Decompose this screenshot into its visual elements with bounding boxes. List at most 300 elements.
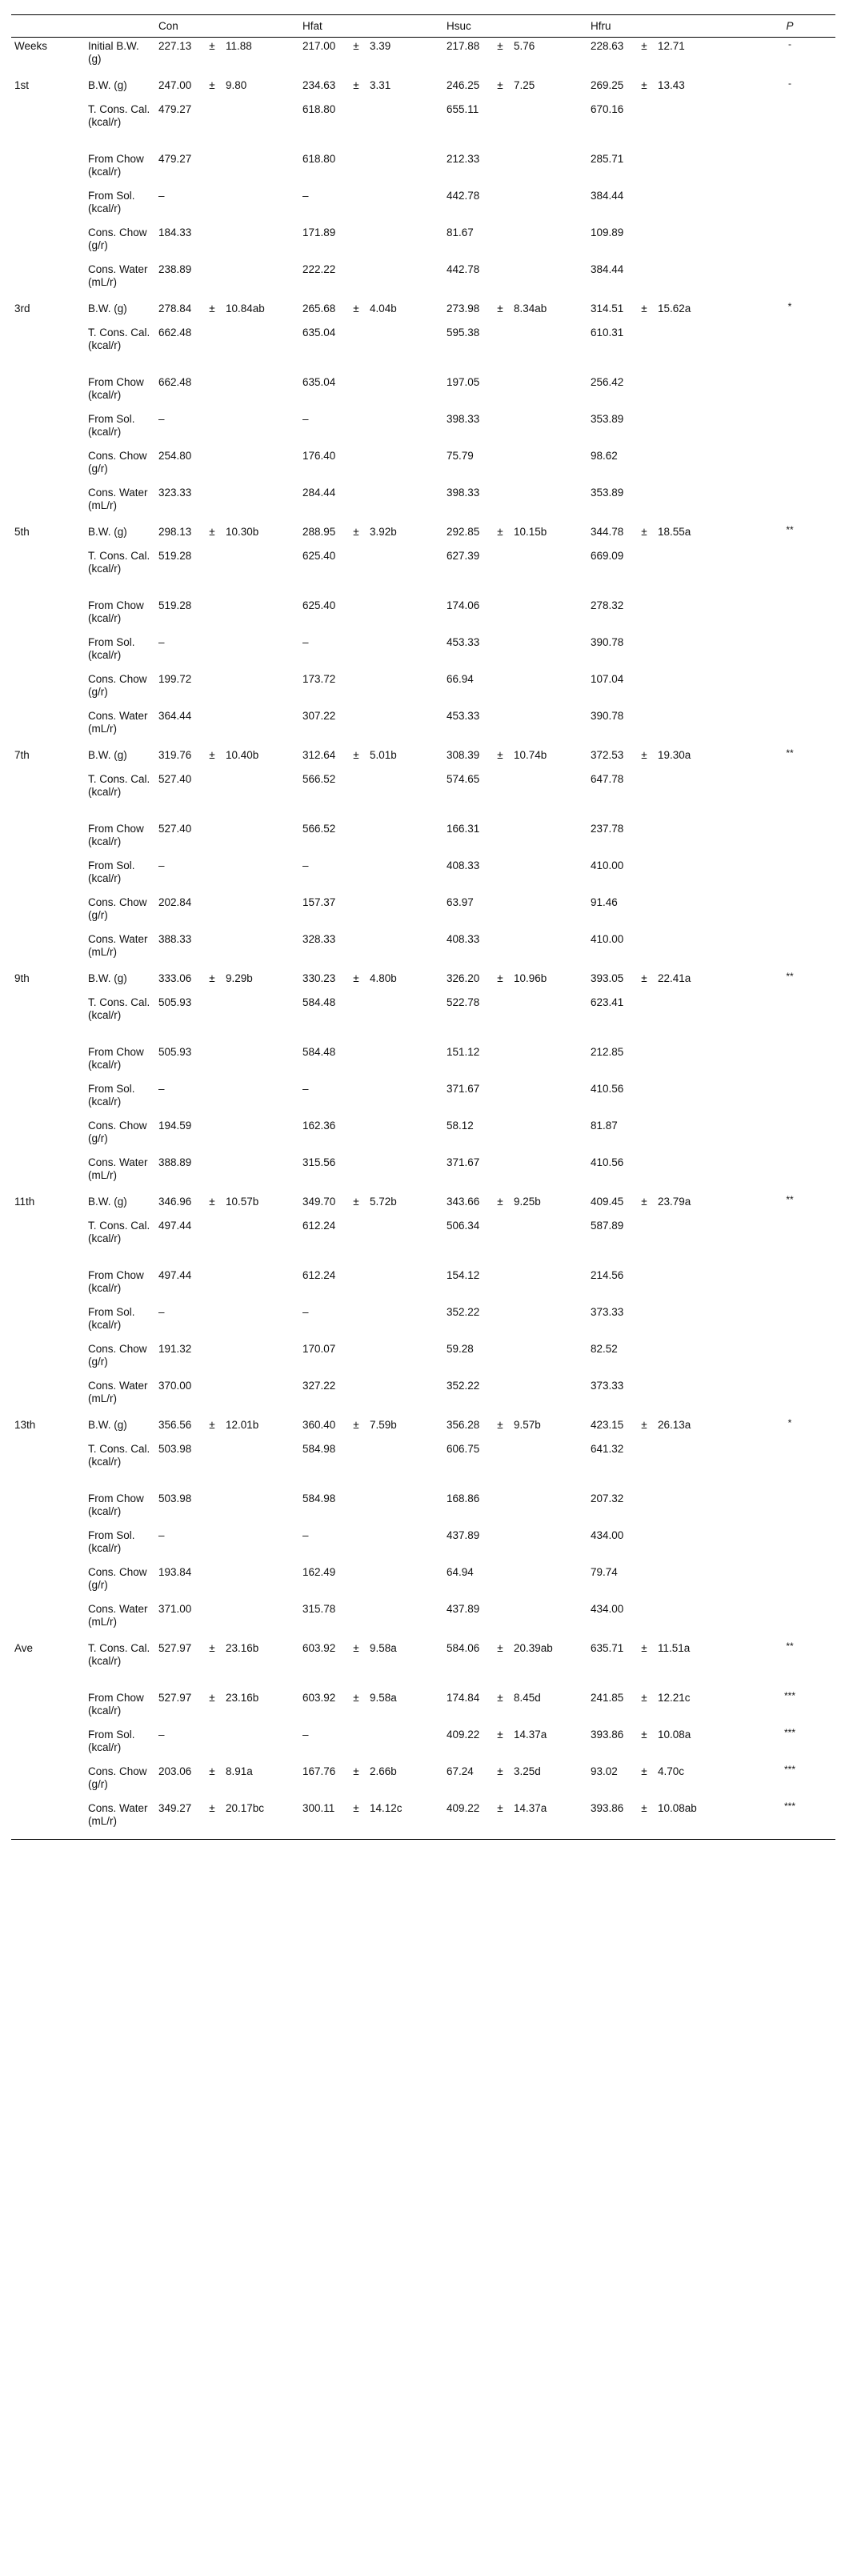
sd-value bbox=[366, 374, 443, 411]
variable-label: From Sol. (kcal/r) bbox=[88, 636, 135, 661]
mean-value: 662.48 bbox=[158, 376, 192, 388]
mean-value: 410.56 bbox=[591, 1083, 624, 1095]
plus-minus-sign bbox=[634, 447, 655, 484]
plus-minus-sign bbox=[634, 484, 655, 523]
p-value-cell bbox=[744, 1217, 835, 1267]
plus-minus-sign: ± bbox=[497, 40, 503, 52]
plus-minus-sign bbox=[634, 597, 655, 634]
variable-label: B.W. (g) bbox=[88, 972, 127, 984]
plus-minus-sign: ± bbox=[641, 79, 647, 91]
week-cell bbox=[11, 1340, 85, 1377]
sd-value: 5.01b bbox=[370, 749, 397, 761]
plus-minus-sign bbox=[490, 1490, 511, 1527]
p-value-cell bbox=[744, 1689, 835, 1726]
table-row bbox=[11, 994, 835, 1044]
sd-value bbox=[511, 597, 587, 634]
plus-minus-sign bbox=[490, 261, 511, 300]
mean-value: 191.32 bbox=[158, 1343, 192, 1355]
mean-value: 292.85 bbox=[447, 526, 480, 538]
plus-minus-sign bbox=[490, 634, 511, 671]
week-cell bbox=[11, 101, 85, 150]
p-value-cell bbox=[744, 261, 835, 300]
plus-minus-sign: ± bbox=[641, 1196, 647, 1208]
sd-value: 26.13a bbox=[658, 1419, 691, 1431]
table-row bbox=[11, 523, 835, 547]
sd-value: 10.40b bbox=[226, 749, 259, 761]
plus-minus-sign bbox=[202, 1527, 222, 1564]
mean-value: 349.70 bbox=[302, 1196, 336, 1208]
p-value-cell bbox=[744, 300, 835, 324]
variable-label: Cons. Chow (g/r) bbox=[88, 673, 147, 698]
mean-value: 442.78 bbox=[447, 190, 480, 202]
variable-label: T. Cons. Cal. (kcal/r) bbox=[88, 1220, 150, 1244]
variable-label: Cons. Chow (g/r) bbox=[88, 1343, 147, 1368]
plus-minus-sign bbox=[346, 671, 366, 707]
sd-value bbox=[655, 1044, 744, 1080]
sd-value bbox=[366, 1726, 443, 1763]
plus-minus-sign bbox=[346, 224, 366, 261]
p-value-cell bbox=[744, 187, 835, 224]
plus-minus-sign bbox=[490, 150, 511, 187]
plus-minus-sign bbox=[346, 1527, 366, 1564]
mean-value: 390.78 bbox=[591, 636, 624, 648]
mean-value: – bbox=[302, 636, 309, 648]
plus-minus-sign bbox=[490, 411, 511, 447]
p-value-cell bbox=[744, 1267, 835, 1304]
header-p: P bbox=[786, 19, 794, 32]
table-row bbox=[11, 1763, 835, 1800]
mean-value: 584.98 bbox=[302, 1492, 336, 1504]
mean-value: 527.97 bbox=[158, 1692, 192, 1704]
sd-value bbox=[655, 374, 744, 411]
plus-minus-sign bbox=[346, 324, 366, 374]
plus-minus-sign bbox=[202, 771, 222, 820]
plus-minus-sign bbox=[490, 857, 511, 894]
p-value-cell bbox=[744, 747, 835, 771]
table-row bbox=[11, 634, 835, 671]
plus-minus-sign bbox=[202, 894, 222, 931]
week-cell bbox=[11, 634, 85, 671]
p-value-cell bbox=[744, 77, 835, 101]
sd-value bbox=[655, 1304, 744, 1340]
week-cell bbox=[11, 1527, 85, 1564]
sd-value bbox=[655, 1154, 744, 1193]
sd-value bbox=[655, 634, 744, 671]
plus-minus-sign bbox=[634, 1080, 655, 1117]
week-cell bbox=[11, 1217, 85, 1267]
variable-label: B.W. (g) bbox=[88, 79, 127, 91]
plus-minus-sign bbox=[490, 931, 511, 970]
plus-minus-sign bbox=[490, 1267, 511, 1304]
plus-minus-sign bbox=[490, 1440, 511, 1490]
sd-value bbox=[222, 1490, 299, 1527]
plus-minus-sign bbox=[346, 261, 366, 300]
p-value-cell bbox=[744, 1763, 835, 1800]
plus-minus-sign: ± bbox=[209, 526, 215, 538]
sd-value: 4.04b bbox=[370, 302, 397, 314]
sd-value bbox=[366, 857, 443, 894]
sd-value: 15.62a bbox=[658, 302, 691, 314]
p-value-cell bbox=[744, 771, 835, 820]
plus-minus-sign bbox=[490, 1527, 511, 1564]
table-row bbox=[11, 1340, 835, 1377]
sd-value bbox=[366, 1490, 443, 1527]
plus-minus-sign bbox=[346, 1490, 366, 1527]
week-cell bbox=[11, 671, 85, 707]
mean-value: 228.63 bbox=[591, 40, 624, 52]
sd-value bbox=[222, 771, 299, 820]
plus-minus-sign bbox=[634, 547, 655, 597]
p-value-cell bbox=[744, 324, 835, 374]
sd-value bbox=[366, 1154, 443, 1193]
p-value: *** bbox=[783, 1764, 795, 1775]
p-value: *** bbox=[783, 1727, 795, 1738]
table-row bbox=[11, 931, 835, 970]
plus-minus-sign: ± bbox=[209, 972, 215, 984]
table-row bbox=[11, 1304, 835, 1340]
mean-value: 162.36 bbox=[302, 1120, 336, 1132]
plus-minus-sign bbox=[202, 447, 222, 484]
sd-value bbox=[222, 634, 299, 671]
mean-value: 479.27 bbox=[158, 103, 192, 115]
mean-value: 154.12 bbox=[447, 1269, 480, 1281]
sd-value bbox=[655, 931, 744, 970]
week-cell bbox=[11, 1154, 85, 1193]
sd-value: 4.80b bbox=[370, 972, 397, 984]
p-value-cell bbox=[744, 597, 835, 634]
variable-label: T. Cons. Cal. (kcal/r) bbox=[88, 327, 150, 351]
mean-value: 166.31 bbox=[447, 823, 480, 835]
table-row bbox=[11, 150, 835, 187]
plus-minus-sign: ± bbox=[641, 40, 647, 52]
table-row bbox=[11, 484, 835, 523]
plus-minus-sign: ± bbox=[209, 1802, 215, 1814]
mean-value: 82.52 bbox=[591, 1343, 618, 1355]
sd-value bbox=[655, 1440, 744, 1490]
mean-value: 151.12 bbox=[447, 1046, 480, 1058]
plus-minus-sign bbox=[202, 931, 222, 970]
sd-value bbox=[222, 324, 299, 374]
week-cell bbox=[11, 1763, 85, 1800]
p-value-cell bbox=[744, 547, 835, 597]
p-value: *** bbox=[783, 1801, 795, 1812]
mean-value: 328.33 bbox=[302, 933, 336, 945]
table-row bbox=[11, 1154, 835, 1193]
mean-value: 63.97 bbox=[447, 896, 474, 908]
sd-value bbox=[366, 1377, 443, 1416]
plus-minus-sign: ± bbox=[353, 1802, 359, 1814]
sd-value bbox=[655, 994, 744, 1044]
sd-value bbox=[511, 707, 587, 747]
p-value-cell bbox=[744, 970, 835, 994]
sd-value bbox=[511, 1044, 587, 1080]
mean-value: 635.71 bbox=[591, 1642, 624, 1654]
sd-value bbox=[222, 1080, 299, 1117]
week-cell: 7th bbox=[14, 749, 30, 761]
mean-value: – bbox=[302, 859, 309, 871]
plus-minus-sign: ± bbox=[353, 40, 359, 52]
plus-minus-sign bbox=[490, 101, 511, 150]
plus-minus-sign bbox=[490, 771, 511, 820]
sd-value bbox=[655, 857, 744, 894]
plus-minus-sign: ± bbox=[209, 40, 215, 52]
sd-value: 3.39 bbox=[370, 40, 391, 52]
sd-value bbox=[222, 187, 299, 224]
plus-minus-sign bbox=[202, 597, 222, 634]
sd-value: 7.25 bbox=[514, 79, 535, 91]
mean-value: – bbox=[158, 1306, 165, 1318]
table-row bbox=[11, 1267, 835, 1304]
sd-value bbox=[222, 1154, 299, 1193]
mean-value: 584.48 bbox=[302, 1046, 336, 1058]
mean-value: 247.00 bbox=[158, 79, 192, 91]
mean-value: 241.85 bbox=[591, 1692, 624, 1704]
mean-value: 497.44 bbox=[158, 1220, 192, 1232]
sd-value bbox=[366, 261, 443, 300]
plus-minus-sign bbox=[202, 224, 222, 261]
mean-value: 66.94 bbox=[447, 673, 474, 685]
plus-minus-sign bbox=[202, 1304, 222, 1340]
sd-value: 3.31 bbox=[370, 79, 391, 91]
mean-value: 623.41 bbox=[591, 996, 624, 1008]
plus-minus-sign bbox=[490, 547, 511, 597]
mean-value: 298.13 bbox=[158, 526, 192, 538]
plus-minus-sign bbox=[346, 894, 366, 931]
sd-value bbox=[366, 224, 443, 261]
plus-minus-sign bbox=[634, 411, 655, 447]
p-value-cell bbox=[744, 374, 835, 411]
plus-minus-sign bbox=[202, 634, 222, 671]
plus-minus-sign bbox=[202, 1564, 222, 1600]
p-value-cell bbox=[744, 820, 835, 857]
plus-minus-sign bbox=[202, 150, 222, 187]
mean-value: 217.00 bbox=[302, 40, 336, 52]
plus-minus-sign bbox=[490, 1117, 511, 1154]
sd-value bbox=[366, 1527, 443, 1564]
mean-value: 669.09 bbox=[591, 550, 624, 562]
plus-minus-sign bbox=[490, 1304, 511, 1340]
mean-value: 64.94 bbox=[447, 1566, 474, 1578]
mean-value: 285.71 bbox=[591, 153, 624, 165]
p-value: - bbox=[788, 78, 791, 89]
sd-value bbox=[222, 931, 299, 970]
variable-label: Cons. Water (mL/r) bbox=[88, 1802, 148, 1827]
sd-value bbox=[655, 547, 744, 597]
variable-label: From Chow (kcal/r) bbox=[88, 376, 144, 401]
mean-value: 314.51 bbox=[591, 302, 624, 314]
sd-value: 13.43 bbox=[658, 79, 685, 91]
sd-value bbox=[511, 1154, 587, 1193]
mean-value: 371.67 bbox=[447, 1083, 480, 1095]
table-row bbox=[11, 1490, 835, 1527]
sd-value bbox=[655, 1117, 744, 1154]
mean-value: – bbox=[302, 413, 309, 425]
table-body bbox=[11, 38, 835, 1840]
sd-value bbox=[366, 707, 443, 747]
mean-value: 519.28 bbox=[158, 599, 192, 611]
sd-value bbox=[511, 1440, 587, 1490]
p-value-cell bbox=[744, 1600, 835, 1640]
plus-minus-sign bbox=[634, 857, 655, 894]
sd-value bbox=[366, 1304, 443, 1340]
mean-value: 388.89 bbox=[158, 1156, 192, 1168]
week-cell bbox=[11, 857, 85, 894]
table-row bbox=[11, 1377, 835, 1416]
week-cell bbox=[11, 771, 85, 820]
plus-minus-sign: ± bbox=[497, 1419, 503, 1431]
mean-value: 352.22 bbox=[447, 1306, 480, 1318]
sd-value: 11.51a bbox=[658, 1642, 691, 1654]
plus-minus-sign: ± bbox=[641, 1802, 647, 1814]
mean-value: 584.98 bbox=[302, 1443, 336, 1455]
table-row bbox=[11, 1044, 835, 1080]
variable-label: Cons. Water (mL/r) bbox=[88, 710, 148, 735]
week-cell bbox=[11, 150, 85, 187]
sd-value bbox=[222, 224, 299, 261]
variable-label: B.W. (g) bbox=[88, 749, 127, 761]
sd-value: 11.88 bbox=[226, 40, 252, 52]
sd-value bbox=[222, 1726, 299, 1763]
sd-value: 9.58a bbox=[370, 1642, 397, 1654]
mean-value: – bbox=[158, 1529, 165, 1541]
sd-value bbox=[655, 1340, 744, 1377]
mean-value: 505.93 bbox=[158, 1046, 192, 1058]
plus-minus-sign: ± bbox=[641, 1692, 647, 1704]
sd-value bbox=[222, 1440, 299, 1490]
mean-value: 174.06 bbox=[447, 599, 480, 611]
table-row bbox=[11, 1217, 835, 1267]
sd-value bbox=[222, 261, 299, 300]
sd-value bbox=[222, 1044, 299, 1080]
variable-label: B.W. (g) bbox=[88, 1196, 127, 1208]
variable-label: Cons. Water (mL/r) bbox=[88, 1603, 148, 1628]
plus-minus-sign bbox=[634, 1600, 655, 1640]
sd-value bbox=[366, 671, 443, 707]
mean-value: – bbox=[158, 636, 165, 648]
plus-minus-sign: ± bbox=[497, 526, 503, 538]
mean-value: 346.96 bbox=[158, 1196, 192, 1208]
sd-value bbox=[222, 447, 299, 484]
sd-value bbox=[366, 1044, 443, 1080]
week-cell bbox=[11, 1117, 85, 1154]
mean-value: 566.52 bbox=[302, 823, 336, 835]
mean-value: 300.11 bbox=[302, 1802, 335, 1814]
mean-value: 393.86 bbox=[591, 1729, 624, 1741]
sd-value bbox=[222, 707, 299, 747]
sd-value bbox=[511, 1080, 587, 1117]
plus-minus-sign bbox=[202, 671, 222, 707]
plus-minus-sign: ± bbox=[209, 1642, 215, 1654]
variable-label: T. Cons. Cal. (kcal/r) bbox=[88, 103, 150, 128]
variable-label: Cons. Water (mL/r) bbox=[88, 487, 148, 511]
sd-value: 4.70c bbox=[658, 1765, 685, 1777]
table-row bbox=[11, 1640, 835, 1689]
plus-minus-sign bbox=[202, 484, 222, 523]
mean-value: 352.22 bbox=[447, 1380, 480, 1392]
data-table bbox=[11, 14, 835, 1841]
plus-minus-sign: ± bbox=[497, 1729, 503, 1741]
mean-value: 256.42 bbox=[591, 376, 624, 388]
mean-value: 371.67 bbox=[447, 1156, 480, 1168]
variable-label: From Sol. (kcal/r) bbox=[88, 413, 135, 438]
plus-minus-sign: ± bbox=[353, 1642, 359, 1654]
sd-value: 22.41a bbox=[658, 972, 691, 984]
plus-minus-sign bbox=[346, 187, 366, 224]
plus-minus-sign: ± bbox=[497, 972, 503, 984]
variable-label: Initial B.W. (g) bbox=[88, 40, 139, 65]
plus-minus-sign: ± bbox=[353, 1196, 359, 1208]
plus-minus-sign bbox=[634, 820, 655, 857]
plus-minus-sign bbox=[202, 857, 222, 894]
mean-value: 254.80 bbox=[158, 450, 192, 462]
week-cell bbox=[11, 411, 85, 447]
plus-minus-sign bbox=[634, 1154, 655, 1193]
p-value-cell bbox=[744, 1193, 835, 1217]
sd-value: 8.45d bbox=[514, 1692, 541, 1704]
mean-value: 157.37 bbox=[302, 896, 336, 908]
mean-value: 207.32 bbox=[591, 1492, 624, 1504]
mean-value: 574.65 bbox=[447, 773, 480, 785]
variable-label: Cons. Chow (g/r) bbox=[88, 1120, 147, 1144]
mean-value: 647.78 bbox=[591, 773, 624, 785]
plus-minus-sign: ± bbox=[353, 972, 359, 984]
mean-value: 238.89 bbox=[158, 263, 192, 275]
sd-value bbox=[222, 857, 299, 894]
mean-value: 641.32 bbox=[591, 1443, 624, 1455]
plus-minus-sign bbox=[202, 1600, 222, 1640]
mean-value: 618.80 bbox=[302, 103, 336, 115]
mean-value: 227.13 bbox=[158, 40, 192, 52]
plus-minus-sign: ± bbox=[209, 302, 215, 314]
mean-value: 59.28 bbox=[447, 1343, 474, 1355]
plus-minus-sign bbox=[346, 857, 366, 894]
mean-value: 410.00 bbox=[591, 859, 624, 871]
plus-minus-sign bbox=[634, 707, 655, 747]
sd-value: 20.17bc bbox=[226, 1802, 265, 1814]
p-value-cell bbox=[744, 1340, 835, 1377]
sd-value: 12.71 bbox=[658, 40, 685, 52]
mean-value: 168.86 bbox=[447, 1492, 480, 1504]
sd-value bbox=[655, 261, 744, 300]
mean-value: 393.05 bbox=[591, 972, 624, 984]
table-row bbox=[11, 1564, 835, 1600]
p-value-cell bbox=[744, 1440, 835, 1490]
table-row bbox=[11, 1193, 835, 1217]
plus-minus-sign bbox=[346, 1304, 366, 1340]
variable-label: From Chow (kcal/r) bbox=[88, 823, 144, 847]
sd-value bbox=[655, 1217, 744, 1267]
plus-minus-sign bbox=[202, 324, 222, 374]
mean-value: 199.72 bbox=[158, 673, 192, 685]
p-value: *** bbox=[783, 1690, 795, 1701]
plus-minus-sign: ± bbox=[353, 1419, 359, 1431]
sd-value bbox=[511, 150, 587, 187]
plus-minus-sign bbox=[202, 261, 222, 300]
mean-value: 107.04 bbox=[591, 673, 624, 685]
p-value-cell bbox=[744, 224, 835, 261]
plus-minus-sign: ± bbox=[209, 749, 215, 761]
sd-value bbox=[366, 894, 443, 931]
sd-value bbox=[222, 547, 299, 597]
plus-minus-sign: ± bbox=[209, 1765, 215, 1777]
mean-value: 323.33 bbox=[158, 487, 192, 499]
mean-value: – bbox=[302, 1729, 309, 1741]
mean-value: 503.98 bbox=[158, 1443, 192, 1455]
mean-value: 327.22 bbox=[302, 1380, 336, 1392]
plus-minus-sign bbox=[346, 484, 366, 523]
mean-value: 398.33 bbox=[447, 487, 480, 499]
p-value-cell bbox=[744, 447, 835, 484]
